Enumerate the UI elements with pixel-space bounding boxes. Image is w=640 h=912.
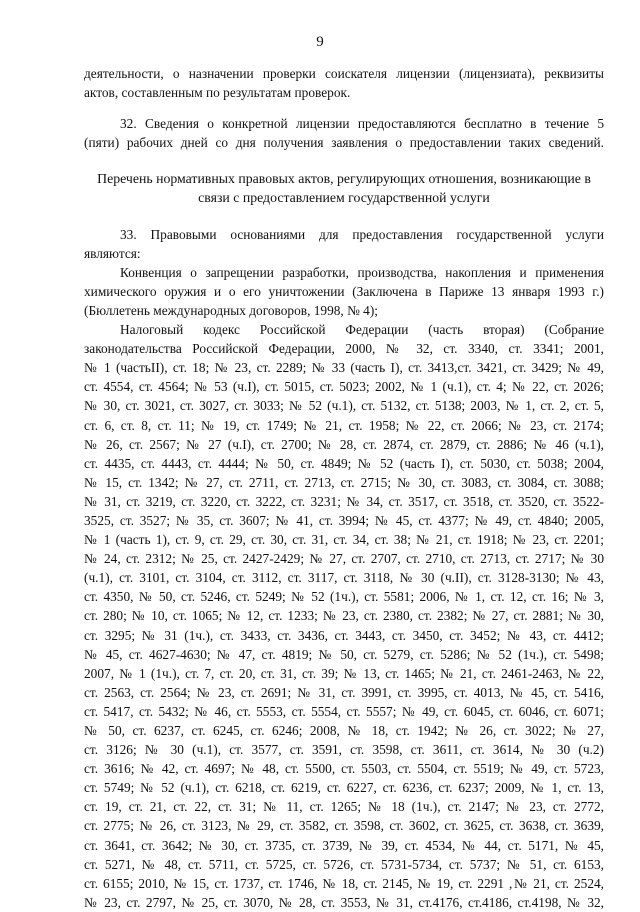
text-line: Налоговый кодекс Российской Федерации (часть вторая) (Собрание — [120, 322, 604, 338]
heading-line: Перечень нормативных правовых актов, регулирующих отношения, возникающие в — [97, 171, 591, 187]
text-line: ст. 3295; № 31 (1ч.), ст. 3433, ст. 3436, ст. 3443, ст. 3450, ст. 3452; № 43, ст. 4412; — [84, 627, 604, 643]
text-line: химического оружия и о его уничтожении (Заключена в Париже 13 января 1993 г.) — [84, 283, 604, 299]
text-line: ст. 6, ст. 8, ст. 11; № 19, ст. 1749; № 21, ст. 1958; № 22, ст. 2066; № 23, ст. 2174; — [84, 417, 604, 433]
text-line: ст. 6155; 2010, № 15, ст. 1737, ст. 1746, № 18, ст. 2145, № 19, ст. 2291 ,№ 21, ст. 2524, — [84, 875, 604, 891]
text-line: № 1 (часть 1), ст. 9, ст. 29, ст. 30, ст. 31, ст. 34, ст. 38; № 21, ст. 1918; № 23, ст. 2201; — [84, 532, 604, 548]
text-line: (ч.1), ст. 3101, ст. 3104, ст. 3112, ст. 3117, ст. 3118, № 30 (ч.II), ст. 3128-3130; № 43, — [84, 570, 604, 586]
text-line: ст. 2775; № 26, ст. 3123, № 29, ст. 3582, ст. 3598, ст. 3602, ст. 3625, ст. 3638, ст. 3639, — [84, 818, 604, 834]
text-line: ст. 3126; № 30 (ч.1), ст. 3577, ст. 3591, ст. 3598, ст. 3611, ст. 3614, № 30 (ч.2) — [84, 742, 604, 758]
text-line: (Бюллетень международных договоров, 1998, № 4); — [84, 302, 378, 318]
text-line: 2007, № 1 (1ч.), ст. 7, ст. 20, ст. 31, ст. 39; № 13, ст. 1465; № 21, ст. 2461-2463, № 22, — [84, 665, 604, 681]
paragraph-33 — [84, 225, 604, 263]
text-line: ст. 5271, № 48, ст. 5711, ст. 5725, ст. 5726, ст. 5731-5734, ст. 5737; № 51, ст. 6153, — [84, 856, 604, 872]
text-line: № 45, ст. 4627-4630; № 47, ст. 4819; № 50, ст. 5279, ст. 5286; № 52 (1ч.), ст. 5498; — [84, 646, 604, 662]
text-line: ст. 4350, № 50, ст. 5246, ст. 5249; № 52 (1ч.), ст. 5581; 2006, № 1, ст. 12, ст. 16; № 3, — [84, 589, 604, 605]
text-line: 33. Правовыми основаниями для предоставления государственной услуги — [120, 226, 604, 242]
text-line: № 24, ст. 2312; № 25, ст. 2427-2429; № 27, ст. 2707, ст. 2710, ст. 2713, ст. 2717; № 30 — [84, 551, 604, 567]
text-line: ст. 2563, ст. 2564; № 23, ст. 2691; № 31, ст. 3991, ст. 3995, ст. 4013, № 45, ст. 5416, — [84, 684, 604, 700]
text-line: № 50, ст. 6237, ст. 6245, ст. 6246; 2008, № 18, ст. 1942; № 26, ст. 3022; № 27, — [84, 723, 604, 738]
text-line: (пяти) рабочих дней со дня получения заявления о предоставлении таких сведений. — [84, 135, 604, 151]
text-line: № 30, ст. 3021, ст. 3027, ст. 3033; № 52 (ч.1), ст. 5132, ст. 5138; 2003, № 1, ст. 2, ст. 5, — [84, 398, 604, 414]
text-line: 3525, ст. 3527; № 35, ст. 3607; № 41, ст. 3994; № 45, ст. 4377; № 49, ст. 4840; 2005, — [84, 512, 604, 528]
text-line: законодательства Российской Федерации, 2000, № 32, ст. 3340, ст. 3341; 2001, — [84, 341, 604, 357]
page-content — [84, 64, 604, 912]
text-line: № 31, ст. 3219, ст. 3220, ст. 3222, ст. 3231; № 34, ст. 3517, ст. 3518, ст. 3520, ст. 3522- — [84, 493, 604, 509]
text-line: деятельности, о назначении проверки соискателя лицензии (лицензиата), реквизиты — [84, 66, 604, 81]
text-line: ст. 5417, ст. 5432; № 46, ст. 5553, ст. 5554, ст. 5557; № 49, ст. 6045, ст. 6046, ст. 6071; — [84, 703, 604, 719]
heading-line: связи с предоставлением государственной услуги — [198, 190, 490, 206]
text-line: ст. 3616; № 42, ст. 4697; № 48, ст. 5500, ст. 5503, ст. 5504, ст. 5519; № 49, ст. 5723, — [84, 761, 604, 777]
text-line: ст. 3641, ст. 3642; № 30, ст. 3735, ст. 3739, № 39, ст. 4534, № 44, ст. 5171, № 45, — [84, 837, 604, 853]
text-line: № 26, ст. 2567; № 27 (ч.I), ст. 2700; № 28, ст. 2874, ст. 2879, ст. 2886; № 46 (ч.1), — [84, 436, 604, 452]
page-number: 9 — [316, 34, 324, 50]
text-line: ст. 4435, ст. 4443, ст. 4444; № 50, ст. 4849; № 52 (часть I), ст. 5030, ст. 5038; 2004, — [84, 455, 604, 471]
paragraph-32 — [84, 114, 604, 152]
text-line: № 23, ст. 2797, № 25, ст. 3070, № 28, ст. 3553, № 31, ст.4176, ст.4186, ст.4198, № 32, — [84, 894, 604, 910]
text-line: ст. 4554, ст. 4564; № 53 (ч.I), ст. 5015, ст. 5023; 2002, № 1 (ч.1), ст. 4; № 22, ст. 2026; — [84, 379, 604, 395]
paragraph-licensing-details — [84, 64, 604, 102]
text-line: актов, составленным по результатам проверок. — [84, 85, 351, 101]
paragraph-convention — [84, 263, 604, 320]
text-line: № 1 (частьII), ст. 18; № 23, ст. 2289; № 33 (часть I), ст. 3413,ст. 3421, ст. 3429; № 49, — [84, 360, 604, 376]
paragraph-tax-code — [84, 320, 604, 912]
text-line: являются: — [84, 245, 141, 261]
text-line: Конвенция о запрещении разработки, производства, накопления и применения — [120, 264, 604, 280]
text-line: ст. 19, ст. 21, ст. 22, ст. 31; № 11, ст. 1265; № 18 (1ч.), ст. 2147; № 23, ст. 2772, — [84, 799, 604, 815]
text-line: ст. 280; № 10, ст. 1065; № 12, ст. 1233; № 23, ст. 2380, ст. 2382; № 27, ст. 2881; № 30, — [84, 608, 604, 624]
section-heading — [84, 169, 604, 207]
text-line: № 15, ст. 1342; № 27, ст. 2711, ст. 2713, ст. 2715; № 30, ст. 3083, ст. 3084, ст. 3088; — [84, 474, 604, 490]
text-line: ст. 5749; № 52 (ч.1), ст. 6218, ст. 6219, ст. 6227, ст. 6236, ст. 6237; 2009, № 1, ст. 13, — [84, 780, 604, 796]
text-line: 32. Сведения о конкретной лицензии предоставляются бесплатно в течение 5 — [120, 116, 604, 132]
